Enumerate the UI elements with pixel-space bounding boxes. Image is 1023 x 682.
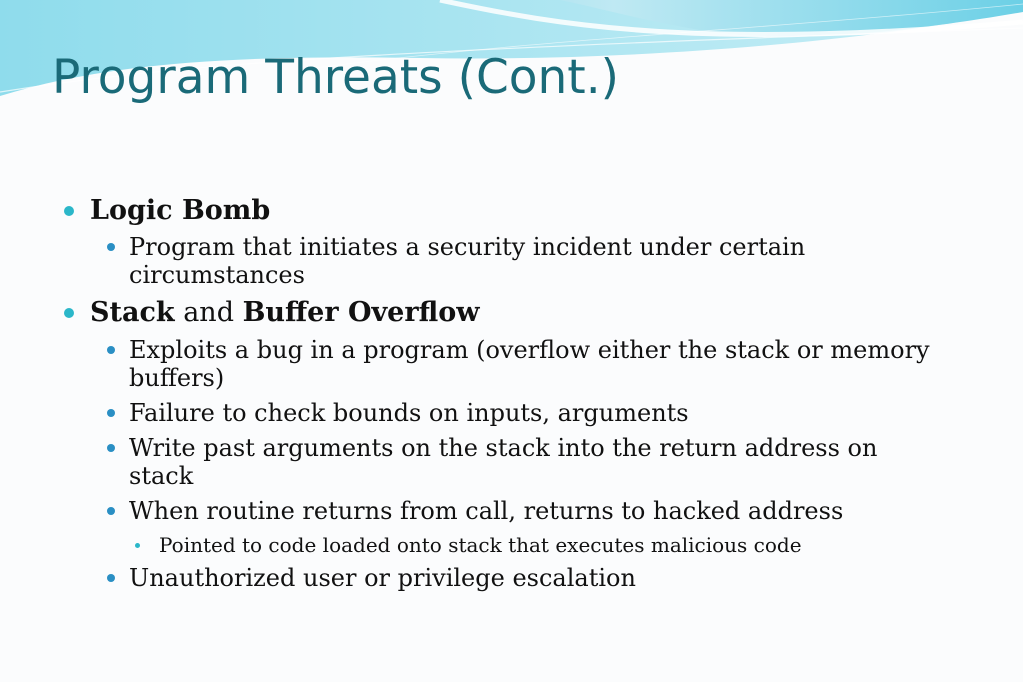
bullet-line: Pointed to code loaded onto stack that executes malicious code <box>159 533 802 557</box>
bullet-line: Unauthorized user or privilege escalation <box>129 564 636 592</box>
bullet-pointed-to-code <box>159 533 802 557</box>
bullet-text-bold: Logic Bomb <box>90 195 271 226</box>
slide-title: Program Threats (Cont.) <box>52 50 620 105</box>
bullet-line: stack <box>129 462 194 490</box>
bullet-icon <box>107 346 115 354</box>
bullet-line: Exploits a bug in a program (overflow either the stack or memory <box>129 336 930 364</box>
bullet-failure-check-bounds <box>129 399 689 427</box>
bullet-icon <box>107 507 115 515</box>
bullet-icon <box>64 308 74 318</box>
bullet-text-bold: Buffer Overflow <box>242 297 480 328</box>
bullet-icon <box>64 206 74 216</box>
bullet-write-past-arguments <box>129 434 877 490</box>
bullet-text: and <box>174 297 243 328</box>
bullet-icon <box>107 243 115 251</box>
bullet-line: Write past arguments on the stack into the return address on <box>129 434 878 462</box>
bullet-icon <box>107 409 115 417</box>
bullet-unauthorized-user <box>129 564 636 592</box>
bullet-line: When routine returns from call, returns to hacked address <box>129 497 844 525</box>
bullet-line: Failure to check bounds on inputs, arguments <box>129 399 689 427</box>
bullet-exploits-bug <box>129 336 930 392</box>
bullet-icon <box>135 543 140 548</box>
bullet-line: buffers) <box>129 364 225 392</box>
bullet-icon <box>107 444 115 452</box>
bullet-text-bold: Stack <box>90 297 175 328</box>
bullet-line: circumstances <box>129 261 305 289</box>
bullet-logic-bomb-description <box>129 233 805 289</box>
bullet-logic-bomb <box>90 196 270 226</box>
bullet-stack-buffer-overflow <box>90 298 479 328</box>
bullet-line: Program that initiates a security incident under certain <box>129 233 806 261</box>
bullet-icon <box>107 574 115 582</box>
bullet-routine-returns <box>129 497 843 525</box>
